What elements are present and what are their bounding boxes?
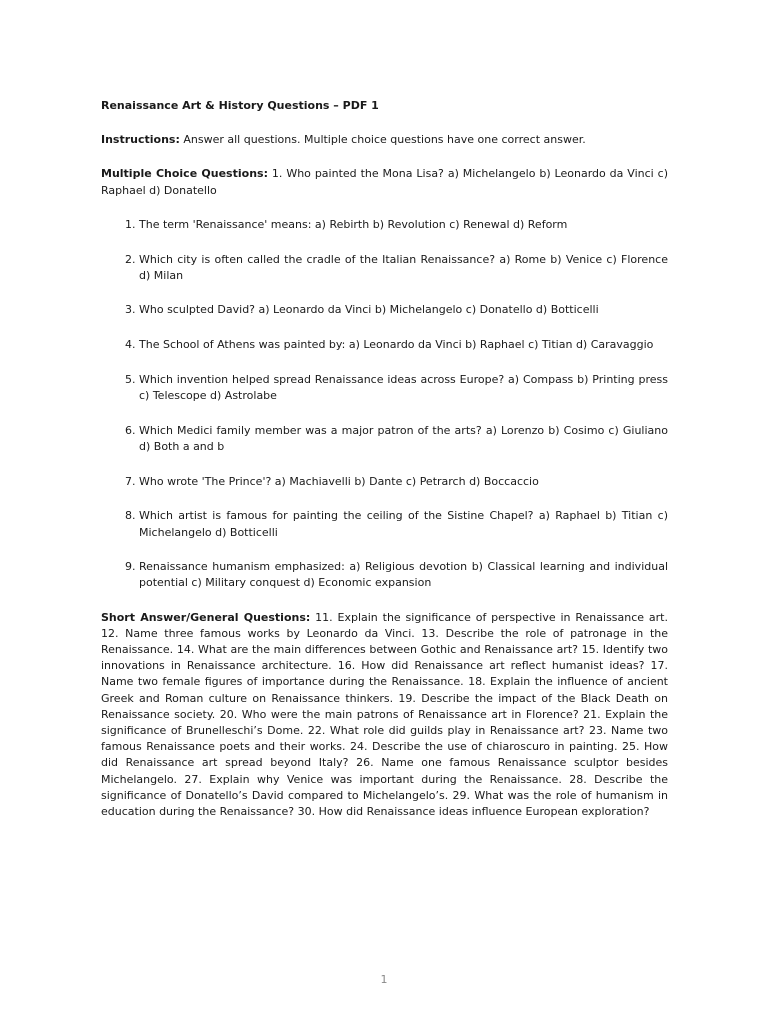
multiple-choice-intro bbox=[101, 166, 668, 198]
instructions-paragraph bbox=[101, 132, 668, 148]
list-item: 7. Who wrote 'The Prince'? a) Machiavelli b) Dante c) Petrarch d) Boccaccio bbox=[139, 474, 668, 490]
short-answer-text: 11. Explain the significance of perspective in Renaissance art. 12. Name three famous works by Leonardo da Vinci. 13. Describe the role of patronage in the Renaissance. 14. What are the main differences between Gothic and Renaissance art? 15. Identify two innovations in Renaissance architecture. 16. How did Renaissance art reflect humanist ideas? 17. Name two female figures of importance during the Renaissance. 18. Explain the influence of ancient Greek and Roman culture on Renaissance thinkers. 19. Describe the impact of the Black Death on Renaissance society. 20. Who were the main patrons of Renaissance art in Florence? 21. Explain the significance of Brunelleschi’s Dome. 22. What role did guilds play in Renaissance art? 23. Name two famous Renaissance poets and their works. 24. Describe the use of chiaroscuro in painting. 25. How did Renaissance art spread beyond Italy? 26. Name one famous Renaissance sculptor besides Michelangelo. 27. Explain why Venice was important during the Renaissance. 28. Describe the significance of Donatello’s David compared to Michelangelo’s. 29. What was the role of humanism in education during the Renaissance? 30. How did Renaissance ideas influence European exploration? bbox=[101, 610, 668, 819]
multiple-choice-list bbox=[101, 217, 668, 592]
page-number: 1 bbox=[380, 973, 388, 986]
list-item: 5. Which invention helped spread Renaissance ideas across Europe? a) Compass b) Printing press c) Telescope d) Astrolabe bbox=[139, 372, 668, 404]
short-answer-label: Short Answer/General Questions: bbox=[101, 610, 311, 624]
question-1-text: 1. Who painted the Mona Lisa? a) Michelangelo b) Leonardo da Vinci c) Raphael d) Donatello bbox=[101, 167, 668, 197]
document-page bbox=[101, 98, 668, 838]
document-title: Renaissance Art & History Questions – PDF 1 bbox=[101, 99, 379, 112]
list-item: 6. Which Medici family member was a major patron of the arts? a) Lorenzo b) Cosimo c) Giuliano d) Both a and b bbox=[139, 423, 668, 455]
list-item: 9. Renaissance humanism emphasized: a) Religious devotion b) Classical learning and individual potential c) Military conquest d) Economic expansion bbox=[139, 559, 668, 591]
short-answer-paragraph bbox=[101, 610, 668, 821]
list-item: 3. Who sculpted David? a) Leonardo da Vinci b) Michelangelo c) Donatello d) Botticelli bbox=[139, 302, 668, 318]
multiple-choice-label: Multiple Choice Questions: bbox=[101, 167, 268, 181]
instructions-label: Instructions: bbox=[101, 133, 180, 147]
list-item: 8. Which artist is famous for painting the ceiling of the Sistine Chapel? a) Raphael b) Titian c) Michelangelo d) Botticelli bbox=[139, 508, 668, 540]
list-item: 4. The School of Athens was painted by: a) Leonardo da Vinci b) Raphael c) Titian d) Caravaggio bbox=[139, 337, 668, 353]
instructions-text: Answer all questions. Multiple choice questions have one correct answer. bbox=[179, 133, 586, 147]
list-item: 1. The term 'Renaissance' means: a) Rebirth b) Revolution c) Renewal d) Reform bbox=[139, 217, 668, 233]
list-item: 2. Which city is often called the cradle of the Italian Renaissance? a) Rome b) Venice c) Florence d) Milan bbox=[139, 252, 668, 284]
